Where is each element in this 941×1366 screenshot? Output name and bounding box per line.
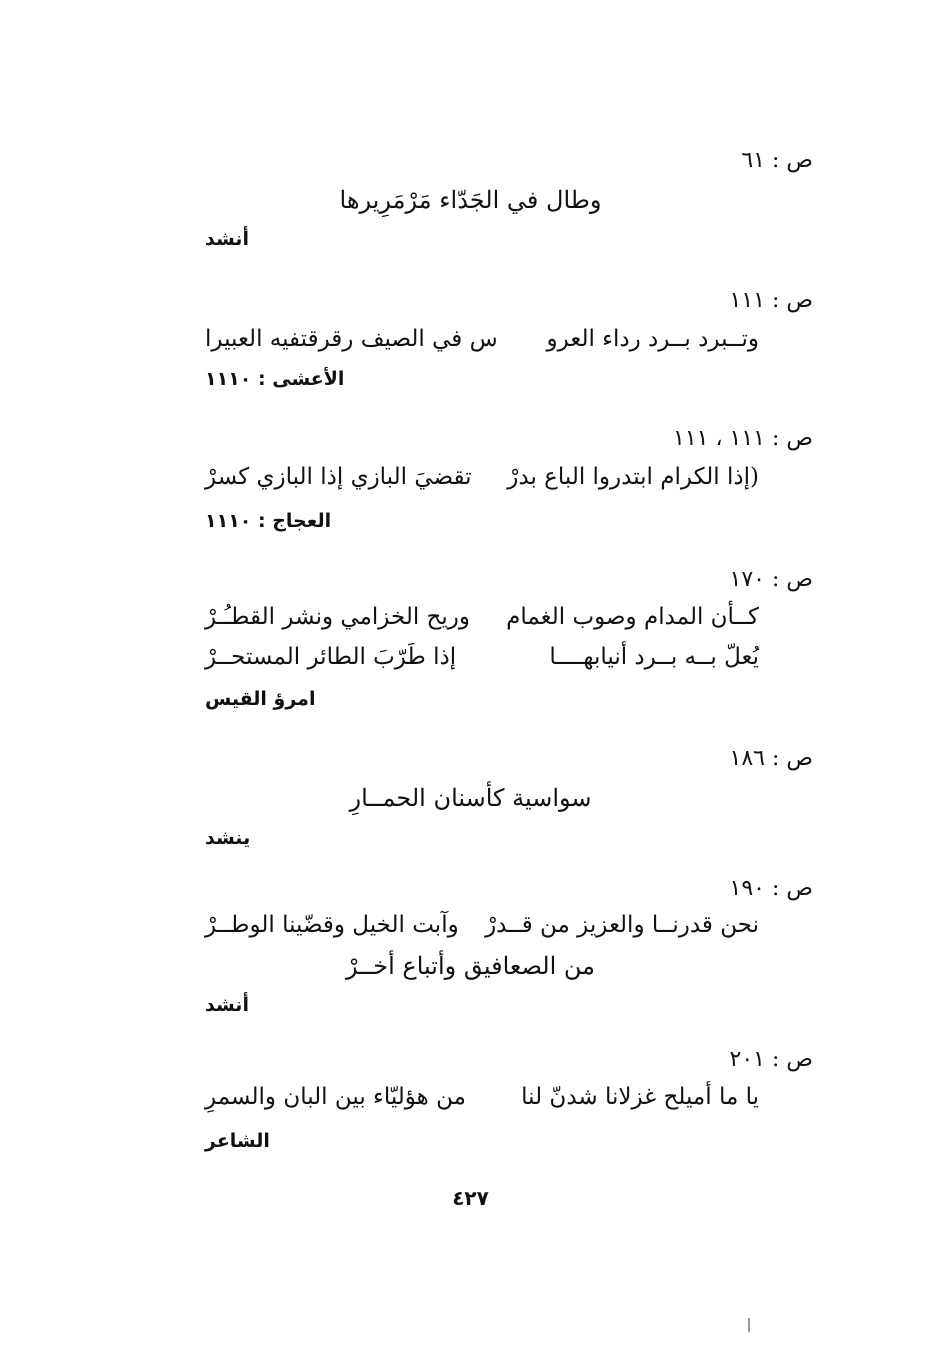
page-reference: ص : ١٧٠ bbox=[729, 567, 813, 592]
poet-attribution: أنشد bbox=[205, 228, 249, 250]
verse-first-hemistich: نحن قدرنــا والعزيز من قــدرْ bbox=[485, 912, 759, 938]
verse-second-hemistich: وآبت الخيل وقضّينا الوطــرْ bbox=[205, 912, 459, 938]
verse-second-hemistich: من هؤليّاء بين البان والسمرِ bbox=[205, 1084, 466, 1110]
verse-first-hemistich: كــأن المدام وصوب الغمام bbox=[506, 604, 759, 630]
verse-line: سواسية كأسنان الحمــارِ bbox=[349, 784, 592, 812]
verse-second-hemistich: إذا طَرّبَ الطائر المستحــرْ bbox=[205, 644, 457, 670]
verse-second-hemistich: س في الصيف رقرقتفيه العبيرا bbox=[205, 326, 498, 352]
page-reference: ص : ٦١ bbox=[741, 148, 813, 173]
poet-attribution: العجاج : ١١١٠ bbox=[205, 510, 332, 532]
verse-second-hemistich: وريح الخزامي ونشر القطـُـرْ bbox=[205, 604, 470, 630]
verse-second-hemistich: تقضيَ البازي إذا البازي كسرْ bbox=[205, 464, 472, 490]
page-reference: ص : ١١١ bbox=[729, 288, 813, 313]
verse-first-hemistich: وتــبرد بــرد رداء العرو bbox=[546, 326, 759, 352]
verse-first-hemistich: يُعلّ بــه بــرد أنيابهــــا bbox=[549, 644, 759, 670]
poet-attribution: أنشد bbox=[205, 994, 249, 1016]
page-number: ٤٢٧ bbox=[452, 1186, 489, 1210]
poet-attribution: ينشد bbox=[205, 827, 251, 849]
poet-attribution: امرؤ القيس bbox=[205, 688, 316, 710]
page-reference: ص : ١٩٠ bbox=[729, 876, 813, 901]
page-reference: ص : ١٨٦ bbox=[729, 746, 813, 771]
poet-attribution: الشاعر bbox=[205, 1130, 270, 1152]
verse-line: وطال في الجَدّاء مَرْمَرِيرها bbox=[339, 186, 602, 214]
scan-mark bbox=[748, 1318, 750, 1332]
page-reference: ص : ١١١ ، ١١١ bbox=[673, 426, 813, 451]
verse-first-hemistich: يا ما أميلح غزلانا شدنّ لنا bbox=[521, 1084, 759, 1110]
verse-line: من الصعافيق وأتباع أخــرْ bbox=[345, 952, 596, 980]
poet-attribution: الأعشى : ١١١٠ bbox=[205, 368, 345, 390]
page-reference: ص : ٢٠١ bbox=[729, 1047, 813, 1072]
verse-first-hemistich: (إذا الكرام ابتدروا الباع بدرْ bbox=[507, 464, 759, 490]
